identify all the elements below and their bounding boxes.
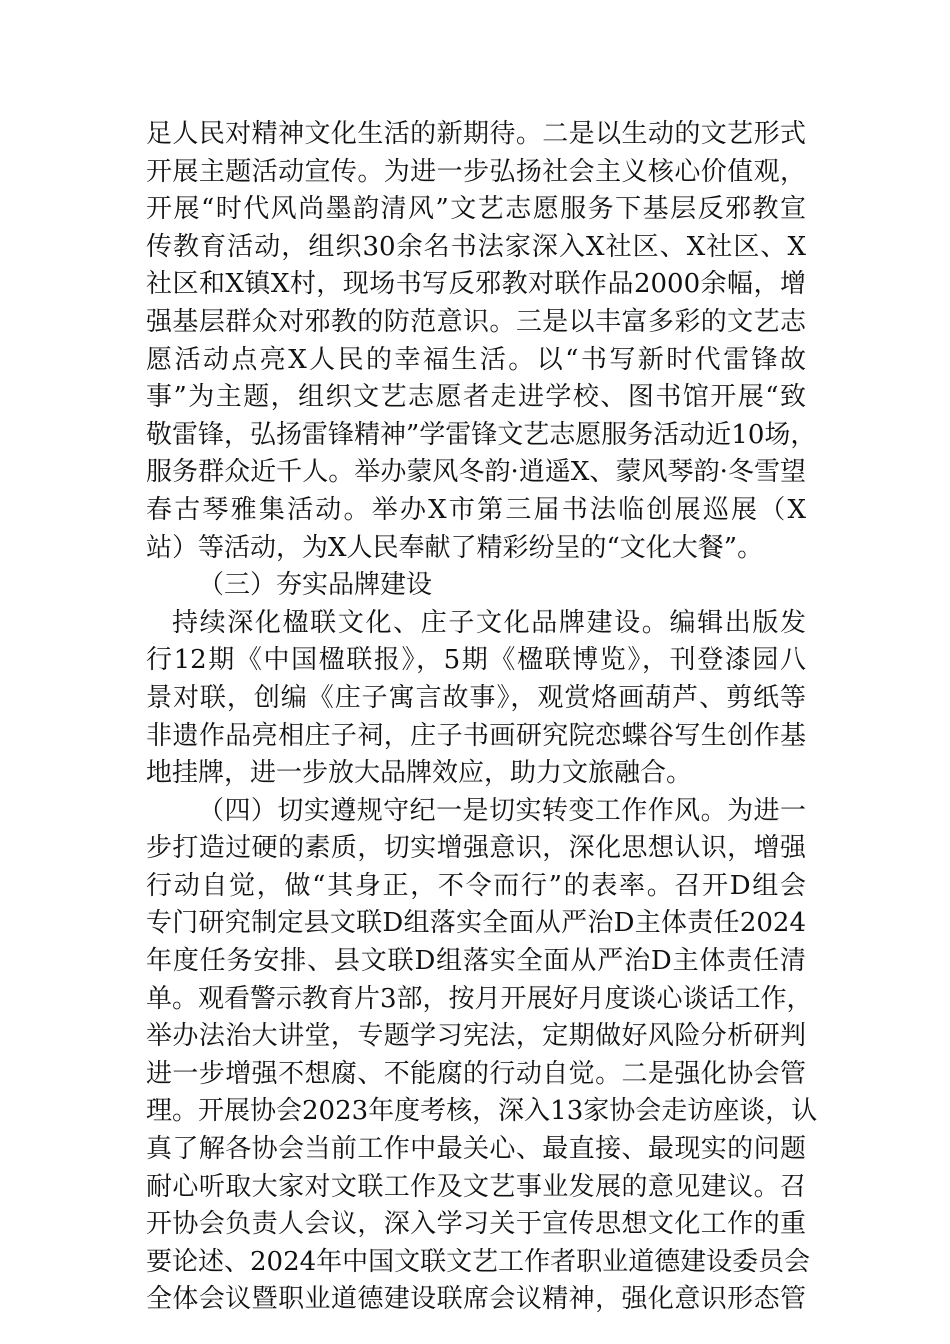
text-line: 社区和X镇X村，现场书写反邪教对联作品2000余幅，增: [146, 269, 806, 300]
text-line: 行12期《中国楹联报》，5期《楹联博览》，刊登漆园八: [146, 645, 806, 676]
text-line: 耐心听取大家对文联工作及文艺事业发展的意见建议。召: [146, 1171, 806, 1202]
text-line: 专门研究制定县文联D组落实全面从严治D主体责任2024: [146, 908, 806, 939]
text-line: 行动自觉，做“其身正，不令而行”的表率。召开D组会: [146, 870, 806, 901]
text-line: 步打造过硬的素质，切实增强意识，深化思想认识，增强: [146, 833, 806, 864]
text-line: 开展“时代风尚墨韵清风”文艺志愿服务下基层反邪教宣: [146, 194, 806, 225]
text-line: 理。开展协会2023年度考核，深入13家协会走访座谈，认: [146, 1096, 818, 1127]
text-line: 年度任务安排、县文联D组落实全面从严治D主体责任清: [146, 946, 806, 977]
text-line: 单。观看警示教育片3部，按月开展好月度谈心谈话工作，: [146, 983, 813, 1014]
text-line: 地挂牌，进一步放大品牌效应，助力文旅融合。: [146, 758, 693, 789]
text-line: 站）等活动，为X人民奉献了精彩纷呈的“文化大餐”。: [146, 532, 764, 563]
text-line: 愿活动点亮X人民的幸福生活。以“书写新时代雷锋故: [146, 344, 806, 375]
text-line: 进一步增强不想腐、不能腐的行动自觉。二是强化协会管: [146, 1058, 806, 1089]
text-line: 传教育活动，组织30余名书法家深入X社区、X社区、X: [146, 231, 806, 262]
text-line: 非遗作品亮相庄子祠，庄子书画研究院恋蝶谷写生创作基: [146, 720, 806, 751]
text-line: 开协会负责人会议，深入学习关于宣传思想文化工作的重: [146, 1209, 806, 1240]
text-line: 服务群众近千人。举办蒙风冬韵·逍遥X、蒙风琴韵·冬雪望: [146, 457, 806, 488]
text-line: 足人民对精神文化生活的新期待。二是以生动的文艺形式: [146, 119, 806, 149]
text-line: 开展主题活动宣传。为进一步弘扬社会主义核心价值观，: [146, 156, 806, 187]
text-line: 强基层群众对邪教的防范意识。三是以丰富多彩的文艺志: [146, 306, 806, 337]
text-line: 持续深化楹联文化、庄子文化品牌建设。编辑出版发: [172, 607, 806, 638]
text-line: 要论述、2024年中国文联文艺工作者职业道德建设委员会: [146, 1246, 811, 1277]
text-line: 举办法治大讲堂，专题学习宪法，定期做好风险分析研判: [146, 1021, 806, 1052]
section-heading-3: （三）夯实品牌建设: [198, 570, 433, 601]
text-line: 春古琴雅集活动。举办X市第三届书法临创展巡展（X: [146, 494, 806, 525]
text-line: 真了解各协会当前工作中最关心、最直接、最现实的问题: [146, 1134, 806, 1165]
section-heading-4: （四）切实遵规守纪一是切实转变工作作风。为进一: [198, 795, 806, 826]
text-line: 全体会议暨职业道德建设联席会议精神，强化意识形态管: [146, 1284, 806, 1315]
text-line: 事”为主题，组织文艺志愿者走进学校、图书馆开展“致: [146, 382, 806, 413]
text-line: 景对联，创编《庄子寓言故事》，观赏烙画葫芦、剪纸等: [146, 682, 806, 713]
text-line: 敬雷锋，弘扬雷锋精神”学雷锋文艺志愿服务活动近10场，: [146, 419, 817, 450]
body-text: [146, 116, 818, 1319]
